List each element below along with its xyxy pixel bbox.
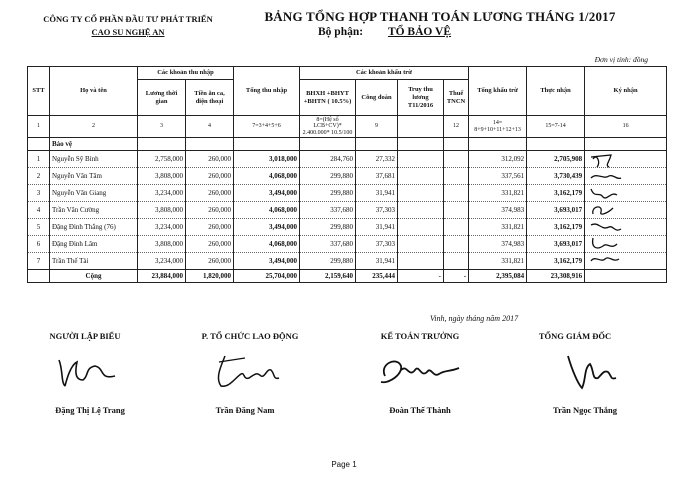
- preparer-signature: [55, 350, 125, 390]
- employee-rows: [28, 151, 667, 270]
- cell-arrears: [398, 253, 444, 270]
- index-cell: 14= 8+9+10+11+12+13: [469, 116, 527, 138]
- header-total-income: Tổng thu nhập: [234, 67, 300, 116]
- cell-total: 4,068,000: [234, 236, 300, 253]
- index-cell: 2: [50, 116, 138, 138]
- company-line-2: CAO SU NGHỆ AN: [91, 27, 165, 37]
- row-signature: [585, 202, 667, 219]
- cell-union: 31,941: [356, 253, 398, 270]
- cell-ded: 331,821: [469, 185, 527, 202]
- cell-tax: [444, 253, 469, 270]
- cell-net: 3,162,179: [527, 219, 585, 236]
- total-label: Cộng: [50, 270, 138, 283]
- total-net: 23,308,916: [527, 270, 585, 283]
- cell-total: 3,494,000: [234, 253, 300, 270]
- accountant-signature: [375, 352, 465, 392]
- cell-meal: 260,000: [186, 168, 234, 185]
- cell-salary: 3,808,000: [138, 168, 186, 185]
- department-label: Bộ phận:: [318, 26, 364, 38]
- cell-meal: 260,000: [186, 219, 234, 236]
- cell-ded: 337,561: [469, 168, 527, 185]
- cell-net: 2,705,908: [527, 151, 585, 168]
- cell-arrears: [398, 219, 444, 236]
- cell-name: Nguyễn Sỹ Bình: [50, 151, 138, 168]
- header-stt: STT: [28, 67, 50, 116]
- header-total-deduction: Tổng khấu trừ: [469, 67, 527, 116]
- header-income-group: Các khoản thu nhập: [138, 67, 234, 80]
- index-cell: [398, 116, 444, 138]
- total-insurance: 2,159,640: [300, 270, 356, 283]
- cell-union: 31,941: [356, 185, 398, 202]
- table-row: [28, 168, 667, 185]
- unit-note: Đơn vị tính: đồng: [594, 55, 648, 64]
- director-role: TỔNG GIÁM ĐỐC: [538, 331, 612, 341]
- index-cell: 8=(Hệ số LCB+CV)* 2.400.000* 10.5/100: [300, 116, 356, 138]
- cell-meal: 260,000: [186, 151, 234, 168]
- index-cell: 7=3+4+5+6: [234, 116, 300, 138]
- total-meal: 1,820,000: [186, 270, 234, 283]
- cell-salary: 3,234,000: [138, 185, 186, 202]
- cell-salary: 3,234,000: [138, 219, 186, 236]
- cell-net: 3,730,439: [527, 168, 585, 185]
- preparer-name: Đặng Thị Lệ Trang: [55, 405, 125, 415]
- cell-name: Nguyễn Văn Giang: [50, 185, 138, 202]
- page-number: Page 1: [331, 460, 357, 469]
- cell-tax: [444, 202, 469, 219]
- cell-salary: 2,758,000: [138, 151, 186, 168]
- cell-arrears: [398, 236, 444, 253]
- cell-salary: 3,234,000: [138, 253, 186, 270]
- cell-stt: 5: [28, 219, 50, 236]
- cell-net: 3,693,017: [527, 236, 585, 253]
- index-cell: 15=7-14: [527, 116, 585, 138]
- header-name: Họ và tên: [50, 67, 138, 116]
- cell-ded: 331,821: [469, 253, 527, 270]
- cell-total: 3,494,000: [234, 185, 300, 202]
- cell-salary: 3,808,000: [138, 236, 186, 253]
- header-net: Thực nhận: [527, 67, 585, 116]
- total-union: 235,444: [356, 270, 398, 283]
- cell-net: 3,162,179: [527, 253, 585, 270]
- department-line: [318, 26, 451, 38]
- cell-name: Đặng Đình Thắng (76): [50, 219, 138, 236]
- group-row: [28, 138, 667, 151]
- cell-arrears: [398, 202, 444, 219]
- cell-ded: 312,092: [469, 151, 527, 168]
- row-signature: [585, 253, 667, 270]
- index-row: [28, 116, 667, 138]
- cell-name: Trần Thế Tài: [50, 253, 138, 270]
- accountant-role: KẾ TOÁN TRƯỞNG: [380, 331, 460, 341]
- cell-arrears: [398, 185, 444, 202]
- cell-ins: 299,880: [300, 185, 356, 202]
- cell-name: Nguyễn Văn Tâm: [50, 168, 138, 185]
- cell-meal: 260,000: [186, 185, 234, 202]
- payroll-table: [27, 66, 667, 283]
- cell-union: 31,941: [356, 219, 398, 236]
- cell-net: 3,162,179: [527, 185, 585, 202]
- accountant-name: Đoàn Thế Thành: [389, 405, 451, 415]
- cell-arrears: [398, 168, 444, 185]
- preparer-role: NGƯỜI LẬP BIỂU: [49, 331, 121, 341]
- cell-ins: 337,680: [300, 236, 356, 253]
- total-salary: 23,884,000: [138, 270, 186, 283]
- cell-meal: 260,000: [186, 202, 234, 219]
- index-cell: 1: [28, 116, 50, 138]
- row-signature: [585, 185, 667, 202]
- cell-union: 37,303: [356, 236, 398, 253]
- cell-tax: [444, 151, 469, 168]
- handwritten-signature: [587, 251, 627, 271]
- table-row: [28, 151, 667, 168]
- cell-tax: [444, 236, 469, 253]
- document-title: BẢNG TỔNG HỢP THANH TOÁN LƯƠNG THÁNG 1/2017: [264, 9, 616, 24]
- labor-name: Trần Đăng Nam: [215, 405, 275, 415]
- cell-net: 3,693,017: [527, 202, 585, 219]
- total-tax: -: [444, 270, 469, 283]
- cell-meal: 260,000: [186, 236, 234, 253]
- sign-date-line: Vinh, ngày tháng năm 2017: [430, 314, 519, 323]
- cell-ded: 374,983: [469, 202, 527, 219]
- cell-tax: [444, 168, 469, 185]
- table-row: [28, 236, 667, 253]
- cell-union: 37,681: [356, 168, 398, 185]
- cell-meal: 260,000: [186, 253, 234, 270]
- header-deduction-group: Các khoản khấu trừ: [300, 67, 469, 80]
- table-row: [28, 185, 667, 202]
- group-label: Bảo vệ: [50, 138, 138, 151]
- table-row: [28, 219, 667, 236]
- cell-stt: 1: [28, 151, 50, 168]
- index-cell: 16: [585, 116, 667, 138]
- cell-ins: 299,880: [300, 168, 356, 185]
- labor-role: P. TỔ CHỨC LAO ĐỘNG: [201, 331, 299, 341]
- index-cell: 9: [356, 116, 398, 138]
- cell-name: Trần Văn Cường: [50, 202, 138, 219]
- header-union: Công đoàn: [356, 80, 398, 116]
- cell-stt: 6: [28, 236, 50, 253]
- company-line-1: CÔNG TY CỔ PHẦN ĐẦU TƯ PHÁT TRIỂN: [43, 14, 213, 24]
- cell-ded: 374,983: [469, 236, 527, 253]
- header-meal: Tiền ăn ca, điện thoại: [186, 80, 234, 116]
- index-cell: 12: [444, 116, 469, 138]
- total-arrears: -: [398, 270, 444, 283]
- cell-ins: 284,760: [300, 151, 356, 168]
- header-tax: Thuế TNCN: [444, 80, 469, 116]
- cell-tax: [444, 219, 469, 236]
- row-signature: [585, 151, 667, 168]
- cell-stt: 4: [28, 202, 50, 219]
- cell-union: 37,303: [356, 202, 398, 219]
- index-cell: 4: [186, 116, 234, 138]
- header-salary: Lương thời gian: [138, 80, 186, 116]
- header-sign: Ký nhận: [585, 67, 667, 116]
- cell-salary: 3,808,000: [138, 202, 186, 219]
- row-signature: [585, 236, 667, 253]
- cell-stt: 3: [28, 185, 50, 202]
- department-value: TỔ BẢO VỆ: [387, 26, 451, 38]
- cell-union: 27,332: [356, 151, 398, 168]
- table-row: [28, 202, 667, 219]
- company-name: [28, 13, 228, 39]
- header-arrears: Truy thu lương T11/2016: [398, 80, 444, 116]
- cell-total: 3,494,000: [234, 219, 300, 236]
- header-insurance: BHXH +BHYT +BHTN ( 10.5%): [300, 80, 356, 116]
- cell-name: Đặng Đình Lâm: [50, 236, 138, 253]
- cell-ins: 299,880: [300, 219, 356, 236]
- cell-ded: 331,821: [469, 219, 527, 236]
- table-row: [28, 253, 667, 270]
- director-name: Trần Ngọc Thắng: [553, 405, 617, 415]
- total-row: [28, 270, 667, 283]
- cell-stt: 7: [28, 253, 50, 270]
- total-deduction: 2,395,084: [469, 270, 527, 283]
- row-signature: [585, 219, 667, 236]
- cell-arrears: [398, 151, 444, 168]
- labor-signature: [205, 348, 285, 393]
- cell-ins: 337,680: [300, 202, 356, 219]
- row-signature: [585, 168, 667, 185]
- total-income: 25,704,000: [234, 270, 300, 283]
- cell-stt: 2: [28, 168, 50, 185]
- cell-total: 4,068,000: [234, 168, 300, 185]
- cell-total: 4,068,000: [234, 202, 300, 219]
- cell-ins: 299,880: [300, 253, 356, 270]
- cell-tax: [444, 185, 469, 202]
- cell-total: 3,018,000: [234, 151, 300, 168]
- index-cell: 3: [138, 116, 186, 138]
- director-signature: [560, 350, 620, 395]
